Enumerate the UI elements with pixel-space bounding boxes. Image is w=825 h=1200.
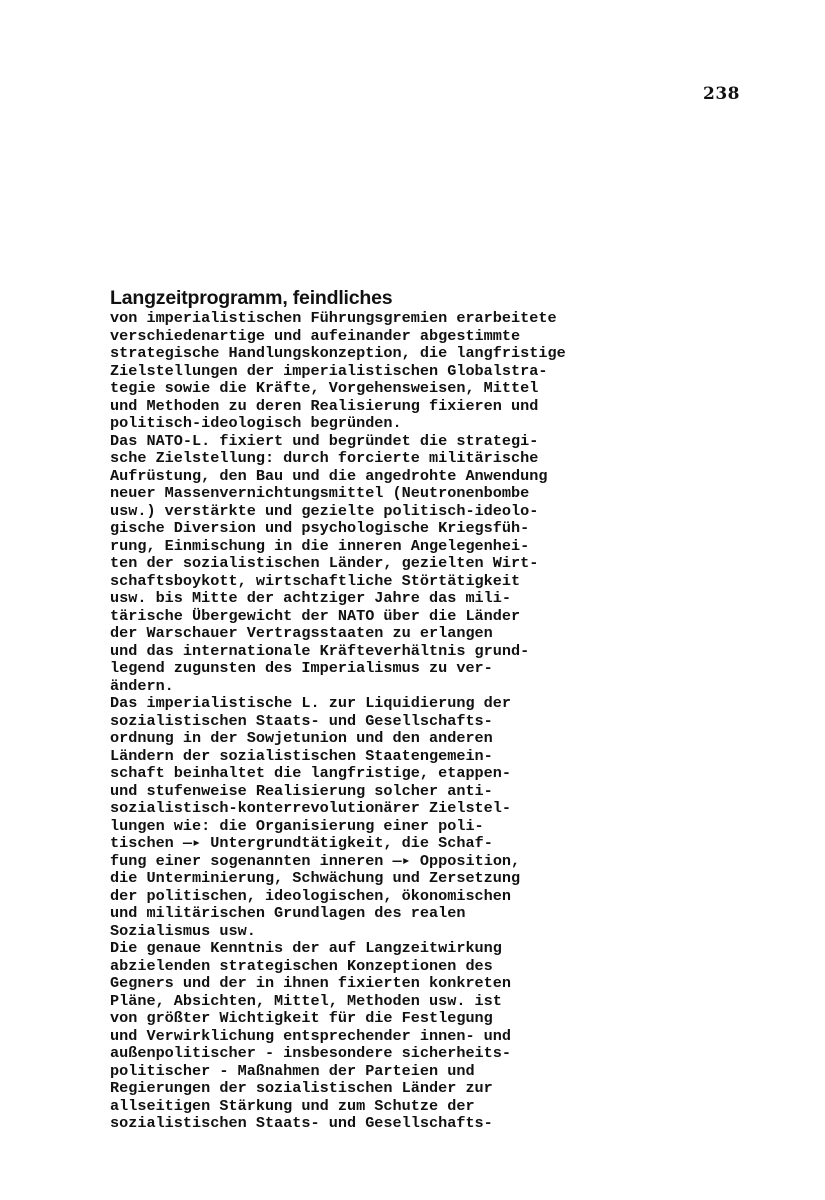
- text-line: und Methoden zu deren Realisierung fixieren und: [110, 396, 539, 415]
- text-line: ordnung in der Sowjetunion und den anderen: [110, 729, 493, 747]
- text-line: der politischen, ideologischen, ökonomischen: [110, 886, 512, 905]
- text-line: tegie sowie die Kräfte, Vorgehensweisen, Mittel: [110, 379, 539, 397]
- text-line: sozialistischen Staats- und Gesellschafts-: [110, 711, 493, 730]
- text-line: strategische Handlungskonzeption, die langfristige: [110, 344, 566, 362]
- entry-body: [110, 310, 580, 1133]
- text-line: und militärischen Grundlagen des realen: [110, 904, 466, 922]
- entry-title: Langzeitprogramm, feindliches: [110, 287, 393, 309]
- text-line: schaftsboykott, wirtschaftliche Störtätigkeit: [110, 571, 521, 590]
- text-line: Gegners und der in ihnen fixierten konkreten: [110, 974, 512, 992]
- text-line: allseitigen Stärkung und zum Schutze der: [110, 1096, 475, 1115]
- page-number: 238: [703, 84, 740, 104]
- text-line: Aufrüstung, den Bau und die angedrohte Anwendung: [110, 466, 548, 485]
- text-line: politisch-ideologisch begründen.: [110, 414, 402, 432]
- text-line: Die genaue Kenntnis der auf Langzeitwirkung: [110, 939, 502, 957]
- text-line: fung einer sogenannten inneren —▸ Opposition,: [110, 851, 521, 870]
- text-line: legend zugunsten des Imperialismus zu ver-: [110, 659, 493, 677]
- text-line: außenpolitischer - insbesondere sicherheits-: [110, 1044, 512, 1062]
- text-line: neuer Massenvernichtungsmittel (Neutronenbombe: [110, 484, 530, 502]
- text-line: von größter Wichtigkeit für die Festlegung: [110, 1009, 493, 1027]
- text-line: und Verwirklichung entsprechender innen- und: [110, 1026, 512, 1045]
- text-line: sozialistischen Staats- und Gesellschafts-: [110, 1114, 493, 1132]
- text-line: schaft beinhaltet die langfristige, etappen-: [110, 764, 512, 782]
- text-line: rung, Einmischung in die inneren Angelegenhei-: [110, 536, 530, 555]
- text-line: und das internationale Kräfteverhältnis grund-: [110, 641, 530, 660]
- text-line: sozialistisch-konterrevolutionärer Zielstel-: [110, 799, 512, 817]
- text-line: ten der sozialistischen Länder, gezielten Wirt-: [110, 554, 539, 572]
- text-line: lungen wie: die Organisierung einer poli-: [110, 816, 484, 835]
- text-line: verschiedenartige und aufeinander abgestimmte: [110, 326, 521, 345]
- text-line: ändern.: [110, 676, 174, 695]
- text-line: abzielenden strategischen Konzeptionen des: [110, 956, 493, 975]
- text-line: Sozialismus usw.: [110, 921, 256, 940]
- dictionary-entry: [110, 286, 580, 1133]
- text-line: Regierungen der sozialistischen Länder zur: [110, 1079, 493, 1097]
- text-line: Pläne, Absichten, Mittel, Methoden usw. ist: [110, 991, 502, 1010]
- text-line: gische Diversion und psychologische Kriegsfüh-: [110, 519, 530, 537]
- text-line: tischen —▸ Untergrundtätigkeit, die Schaf-: [110, 834, 493, 852]
- text-line: Das imperialistische L. zur Liquidierung der: [110, 694, 512, 712]
- text-line: Ländern der sozialistischen Staatengemein-: [110, 746, 493, 765]
- text-line: sche Zielstellung: durch forcierte militärische: [110, 449, 539, 467]
- text-line: usw. bis Mitte der achtziger Jahre das mili-: [110, 589, 512, 607]
- text-line: politischer - Maßnahmen der Parteien und: [110, 1061, 475, 1080]
- text-line: der Warschauer Vertragsstaaten zu erlangen: [110, 624, 493, 642]
- text-line: usw.) verstärkte und gezielte politisch-ideolo-: [110, 501, 539, 520]
- text-line: tärische Übergewicht der NATO über die Länder: [110, 606, 521, 625]
- text-line: und stufenweise Realisierung solcher anti-: [110, 781, 493, 800]
- text-line: von imperialistischen Führungsgremien erarbeitete: [110, 309, 557, 327]
- text-line: die Unterminierung, Schwächung und Zersetzung: [110, 869, 521, 887]
- text-line: Zielstellungen der imperialistischen Globalstra-: [110, 361, 548, 380]
- text-line: Das NATO-L. fixiert und begründet die strategi-: [110, 431, 539, 450]
